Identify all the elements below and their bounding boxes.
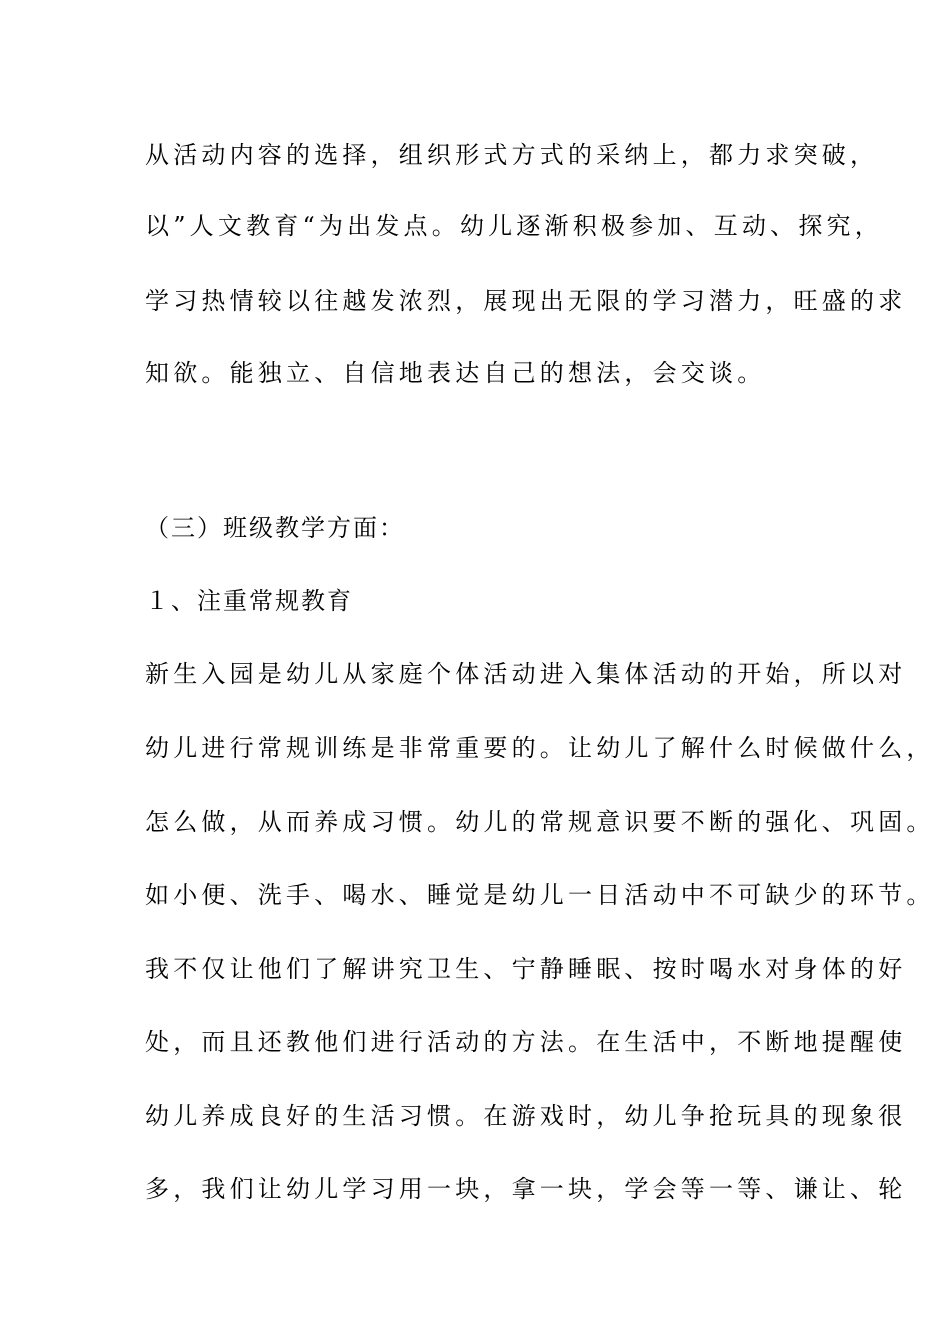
section-heading: （三）班级教学方面： — [145, 514, 405, 542]
paragraph-2-line: 多，我们让幼儿学习用一块，拿一块，学会等一等、谦让、轮 — [145, 1175, 907, 1203]
sub-heading: １、注重常规教育 — [145, 587, 353, 615]
paragraph-2-line: 幼儿进行常规训练是非常重要的。让幼儿了解什么时候做什么， — [145, 734, 935, 762]
paragraph-1-line: 从活动内容的选择，组织形式方式的采纳上，都力求突破， — [145, 141, 879, 169]
paragraph-2-line: 新生入园是幼儿从家庭个体活动进入集体活动的开始，所以对 — [145, 660, 907, 688]
paragraph-1-line: 以”人文教育“为出发点。幼儿逐渐积极参加、互动、探究， — [145, 212, 883, 240]
paragraph-2-line: 处，而且还教他们进行活动的方法。在生活中，不断地提醒使 — [145, 1028, 907, 1056]
paragraph-2-line: 如小便、洗手、喝水、睡觉是幼儿一日活动中不可缺少的环节。 — [145, 881, 935, 909]
paragraph-2-line: 我不仅让他们了解讲究卫生、宁静睡眠、按时喝水对身体的好 — [145, 955, 907, 983]
paragraph-2-line: 怎么做，从而养成习惯。幼儿的常规意识要不断的强化、巩固。 — [145, 808, 935, 836]
paragraph-2-line: 幼儿养成良好的生活习惯。在游戏时，幼儿争抢玩具的现象很 — [145, 1102, 907, 1130]
paragraph-1-line: 知欲。能独立、自信地表达自己的想法，会交谈。 — [145, 359, 766, 387]
paragraph-1-line: 学习热情较以往越发浓烈，展现出无限的学习潜力，旺盛的求 — [145, 287, 907, 315]
